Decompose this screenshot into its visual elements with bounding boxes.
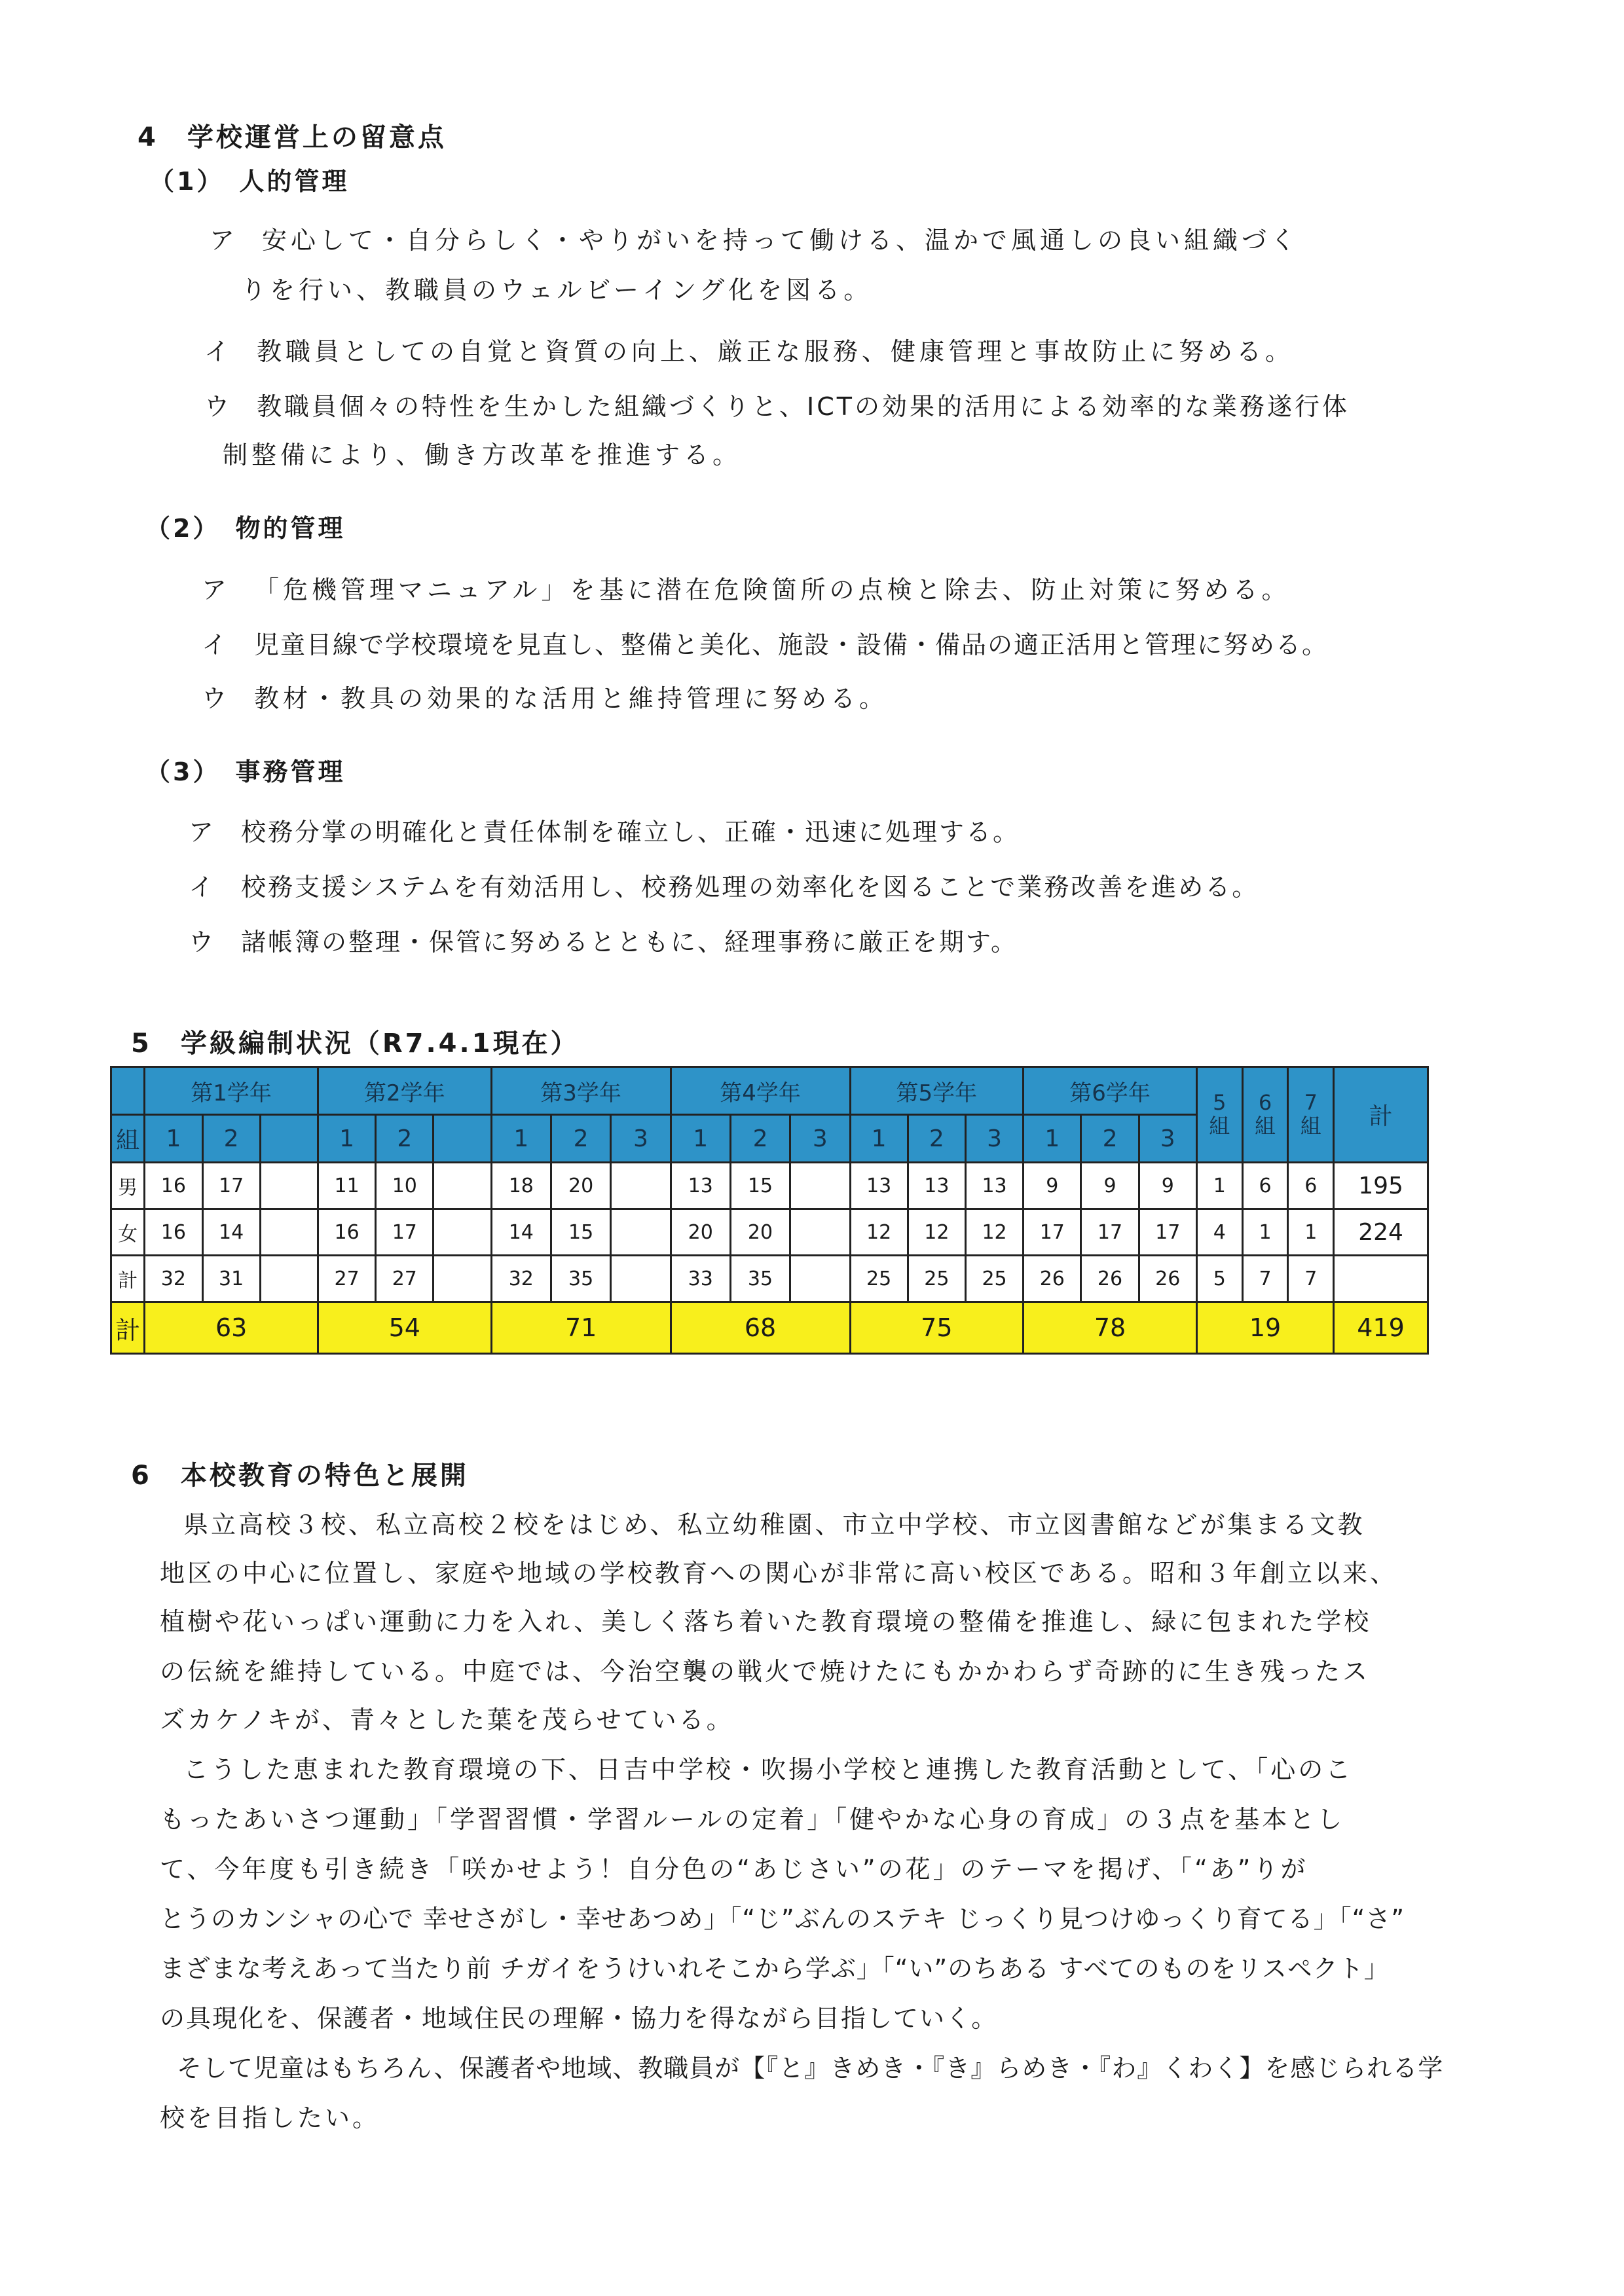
class-total: 25 [850, 1256, 908, 1302]
para-line: こうした恵まれた教育環境の下、日吉中学校・吹揚小学校と連携した教育活動として、「心のこ [183, 1755, 1354, 1784]
item-mark: ア [189, 818, 216, 847]
sub2-item-a [202, 570, 1290, 606]
girls-count: 14 [491, 1209, 551, 1256]
empty-cell [611, 1256, 671, 1302]
class-total: 25 [908, 1256, 965, 1302]
class-number: 3 [965, 1115, 1023, 1163]
boys-total: 195 [1334, 1163, 1428, 1209]
grade-header: 第4学年 [671, 1067, 850, 1115]
class-total: 25 [965, 1256, 1023, 1302]
girls-count: 12 [965, 1209, 1023, 1256]
girls-count: 16 [145, 1209, 202, 1256]
class-number: 1 [145, 1115, 202, 1163]
para-line: て、今年度も引き続き「咲かせよう！自分色の“あじさい”の花」のテーマを掲げ、「“あ”りが [160, 1855, 1308, 1884]
class-number: 2 [202, 1115, 260, 1163]
boys-count: 18 [491, 1163, 551, 1209]
empty-cell [434, 1256, 491, 1302]
class-total: 26 [1024, 1256, 1081, 1302]
boys-count: 20 [551, 1163, 610, 1209]
para-line: そして児童はもちろん、保護者や地域、教職員が【『と』きめき・『き』らめき・『わ』くわく】を感じられる学 [177, 2054, 1444, 2083]
sub1-item-u-cont: 制整備により、働き方改革を推進する。 [223, 441, 742, 469]
item-text: 児童目線で学校環境を見直し、整備と美化、施設・設備・備品の適正活用と管理に努める。 [254, 630, 1329, 659]
empty-cell [611, 1163, 671, 1209]
sub2-item-u [202, 678, 888, 714]
para-line: の伝統を維持している。中庭では、今治空襲の戦火で焼けたにもかかわらず奇跡的に生き残ったス [160, 1657, 1371, 1686]
item-mark: イ [189, 873, 216, 902]
sub1-item-a [210, 220, 1299, 256]
class-total-row [111, 1256, 1428, 1302]
para-line: の具現化を、保護者・地域住民の理解・協力を得ながら目指していく。 [160, 2004, 998, 2033]
special-class-header [1242, 1067, 1288, 1163]
boys-count: 13 [671, 1163, 730, 1209]
special-class-number: 7 [1304, 1090, 1318, 1116]
empty-cell [790, 1163, 850, 1209]
sub2-item-i [202, 625, 1328, 661]
boys-count: 6 [1242, 1163, 1288, 1209]
grade-total: 78 [1024, 1302, 1197, 1354]
sub1-item-u [204, 386, 1350, 422]
girls-count: 15 [551, 1209, 610, 1256]
item-text: 校務分掌の明確化と責任体制を確立し、正確・迅速に処理する。 [241, 818, 1020, 847]
overall-total: 419 [1334, 1302, 1428, 1354]
class-total: 35 [551, 1256, 610, 1302]
empty-cell [790, 1256, 850, 1302]
girls-count: 20 [730, 1209, 790, 1256]
sub3-item-u [189, 922, 1018, 958]
para-line: 植樹や花いっぱい運動に力を入れ、美しく落ち着いた教育環境の整備を推進し、緑に包まれた学校 [160, 1607, 1372, 1636]
item-text: 諸帳簿の整理・保管に努めるとともに、経理事務に厳正を期す。 [241, 928, 1018, 957]
sub3-item-a [189, 812, 1020, 848]
item-mark: ア [210, 226, 239, 255]
boys-count: 13 [965, 1163, 1023, 1209]
class-total: 5 [1196, 1256, 1242, 1302]
girls-count: 20 [671, 1209, 730, 1256]
grade-total: 71 [491, 1302, 671, 1354]
grade-header: 第3学年 [491, 1067, 671, 1115]
special-class-number: 6 [1258, 1090, 1272, 1116]
class-composition-table [110, 1066, 1429, 1355]
special-class-header [1288, 1067, 1334, 1163]
section4-title: 4 学校運営上の留意点 [138, 122, 447, 153]
para-line: ズカケノキが、青々とした葉を茂らせている。 [160, 1705, 734, 1734]
girls-count: 1 [1288, 1209, 1334, 1256]
empty-cell [260, 1256, 318, 1302]
sub3-item-i [189, 867, 1259, 903]
class-number: 1 [850, 1115, 908, 1163]
empty-cell [434, 1209, 491, 1256]
empty-cell [434, 1115, 491, 1163]
boys-count: 16 [145, 1163, 202, 1209]
grade-total: 54 [318, 1302, 491, 1354]
class-number: 2 [730, 1115, 790, 1163]
grade-total-label: 計 [111, 1302, 145, 1354]
grade-total: 63 [145, 1302, 318, 1354]
class-total: 7 [1288, 1256, 1334, 1302]
class-number: 1 [671, 1115, 730, 1163]
special-class-suffix: 組 [1300, 1113, 1321, 1139]
grade-header-row [111, 1067, 1428, 1115]
class-number: 3 [1139, 1115, 1196, 1163]
grade-header: 第1学年 [145, 1067, 318, 1115]
empty-cell [1334, 1256, 1428, 1302]
class-total: 26 [1081, 1256, 1139, 1302]
total-header: 計 [1334, 1067, 1428, 1163]
special-class-suffix: 組 [1254, 1113, 1276, 1139]
class-number: 2 [908, 1115, 965, 1163]
class-total: 27 [318, 1256, 375, 1302]
empty-cell [260, 1209, 318, 1256]
special-total: 19 [1196, 1302, 1333, 1354]
empty-cell [790, 1209, 850, 1256]
boys-label: 男 [111, 1163, 145, 1209]
boys-count: 17 [202, 1163, 260, 1209]
section4-sub1-title: （1） 人的管理 [149, 167, 350, 196]
girls-count: 4 [1196, 1209, 1242, 1256]
item-text: 「危機管理マニュアル」を基に潜在危険箇所の点検と除去、防止対策に努める。 [254, 575, 1291, 604]
grade-header: 第2学年 [318, 1067, 491, 1115]
boys-count: 9 [1139, 1163, 1196, 1209]
class-number: 3 [611, 1115, 671, 1163]
class-number: 2 [376, 1115, 434, 1163]
grade-header: 第5学年 [850, 1067, 1024, 1115]
class-number: 2 [1081, 1115, 1139, 1163]
girls-count: 12 [850, 1209, 908, 1256]
girls-count: 1 [1242, 1209, 1288, 1256]
item-mark: ウ [189, 928, 216, 957]
class-total-label: 計 [111, 1256, 145, 1302]
item-text: 教材・教具の効果的な活用と維持管理に努める。 [254, 684, 889, 713]
class-total: 31 [202, 1256, 260, 1302]
para-line: もったあいさつ運動」「学習習慣・学習ルールの定着」「健やかな心身の育成」の３点を基本とし [160, 1805, 1345, 1834]
class-number: 1 [491, 1115, 551, 1163]
item-mark: イ [204, 337, 234, 366]
section5-title: 5 学級編制状況（R7.4.1現在） [131, 1029, 580, 1059]
class-total: 32 [491, 1256, 551, 1302]
grade-total: 68 [671, 1302, 850, 1354]
item-text: 校務支援システムを有効活用し、校務処理の効率化を図ることで業務改善を進める。 [241, 873, 1259, 902]
para-line: 地区の中心に位置し、家庭や地域の学校教育への関心が非常に高い校区である。昭和３年創立以来、 [160, 1559, 1398, 1588]
boys-row [111, 1163, 1428, 1209]
grade-header: 第6学年 [1024, 1067, 1197, 1115]
class-total: 32 [145, 1256, 202, 1302]
boys-count: 13 [850, 1163, 908, 1209]
item-text: 安心して・自分らしく・やりがいを持って働ける、温かで風通しの良い組織づく [262, 226, 1300, 255]
special-class-suffix: 組 [1209, 1113, 1230, 1139]
empty-cell [260, 1115, 318, 1163]
class-total: 35 [730, 1256, 790, 1302]
girls-count: 14 [202, 1209, 260, 1256]
empty-cell [260, 1163, 318, 1209]
para-line: とうのカンシャの心で 幸せさがし・幸せあつめ」「“じ”ぶんのステキ じっくり見つけゆっくり育てる」「“さ” [160, 1904, 1405, 1933]
class-total: 27 [376, 1256, 434, 1302]
empty-cell [611, 1209, 671, 1256]
item-text: 教職員としての自覚と資質の向上、厳正な服務、健康管理と事故防止に努める。 [257, 337, 1295, 366]
item-mark: イ [202, 630, 229, 659]
girls-count: 17 [1139, 1209, 1196, 1256]
section6-title: 6 本校教育の特色と展開 [131, 1461, 469, 1491]
grade-total-row [111, 1302, 1428, 1354]
class-number: 1 [1024, 1115, 1081, 1163]
girls-count: 17 [1081, 1209, 1139, 1256]
girls-total: 224 [1334, 1209, 1428, 1256]
boys-count: 1 [1196, 1163, 1242, 1209]
sub1-item-i [204, 331, 1294, 367]
class-number: 2 [551, 1115, 610, 1163]
boys-count: 9 [1081, 1163, 1139, 1209]
girls-count: 16 [318, 1209, 375, 1256]
class-number: 1 [318, 1115, 375, 1163]
boys-count: 11 [318, 1163, 375, 1209]
section4-sub2-title: （2） 物的管理 [145, 514, 346, 543]
corner-cell [111, 1067, 145, 1115]
class-total: 33 [671, 1256, 730, 1302]
girls-count: 17 [1024, 1209, 1081, 1256]
grade-total: 75 [850, 1302, 1024, 1354]
para-line: 県立高校３校、私立高校２校をはじめ、私立幼稚園、市立中学校、市立図書館などが集まる文教 [183, 1510, 1365, 1539]
item-mark: ア [202, 575, 231, 604]
item-text: 教職員個々の特性を生かした組織づくりと、ICTの効果的活用による効率的な業務遂行体 [257, 392, 1350, 421]
class-total: 7 [1242, 1256, 1288, 1302]
class-total: 26 [1139, 1256, 1196, 1302]
section4-sub3-title: （3） 事務管理 [145, 757, 346, 786]
boys-count: 6 [1288, 1163, 1334, 1209]
girls-row [111, 1209, 1428, 1256]
special-class-header [1196, 1067, 1242, 1163]
class-label: 組 [111, 1115, 145, 1163]
empty-cell [434, 1163, 491, 1209]
girls-count: 12 [908, 1209, 965, 1256]
boys-count: 10 [376, 1163, 434, 1209]
special-class-number: 5 [1213, 1090, 1227, 1116]
sub1-item-a-cont: りを行い、教職員のウェルビーイング化を図る。 [241, 276, 873, 304]
girls-label: 女 [111, 1209, 145, 1256]
boys-count: 13 [908, 1163, 965, 1209]
girls-count: 17 [376, 1209, 434, 1256]
para-line: まざまな考えあって当たり前 チガイをうけいれそこから学ぶ」「“い”のちある すべてのものをリスペクト」 [160, 1954, 1390, 1983]
item-mark: ウ [202, 684, 231, 713]
item-mark: ウ [204, 392, 232, 421]
boys-count: 9 [1024, 1163, 1081, 1209]
class-number: 3 [790, 1115, 850, 1163]
boys-count: 15 [730, 1163, 790, 1209]
para-line: 校を目指したい。 [160, 2104, 380, 2132]
